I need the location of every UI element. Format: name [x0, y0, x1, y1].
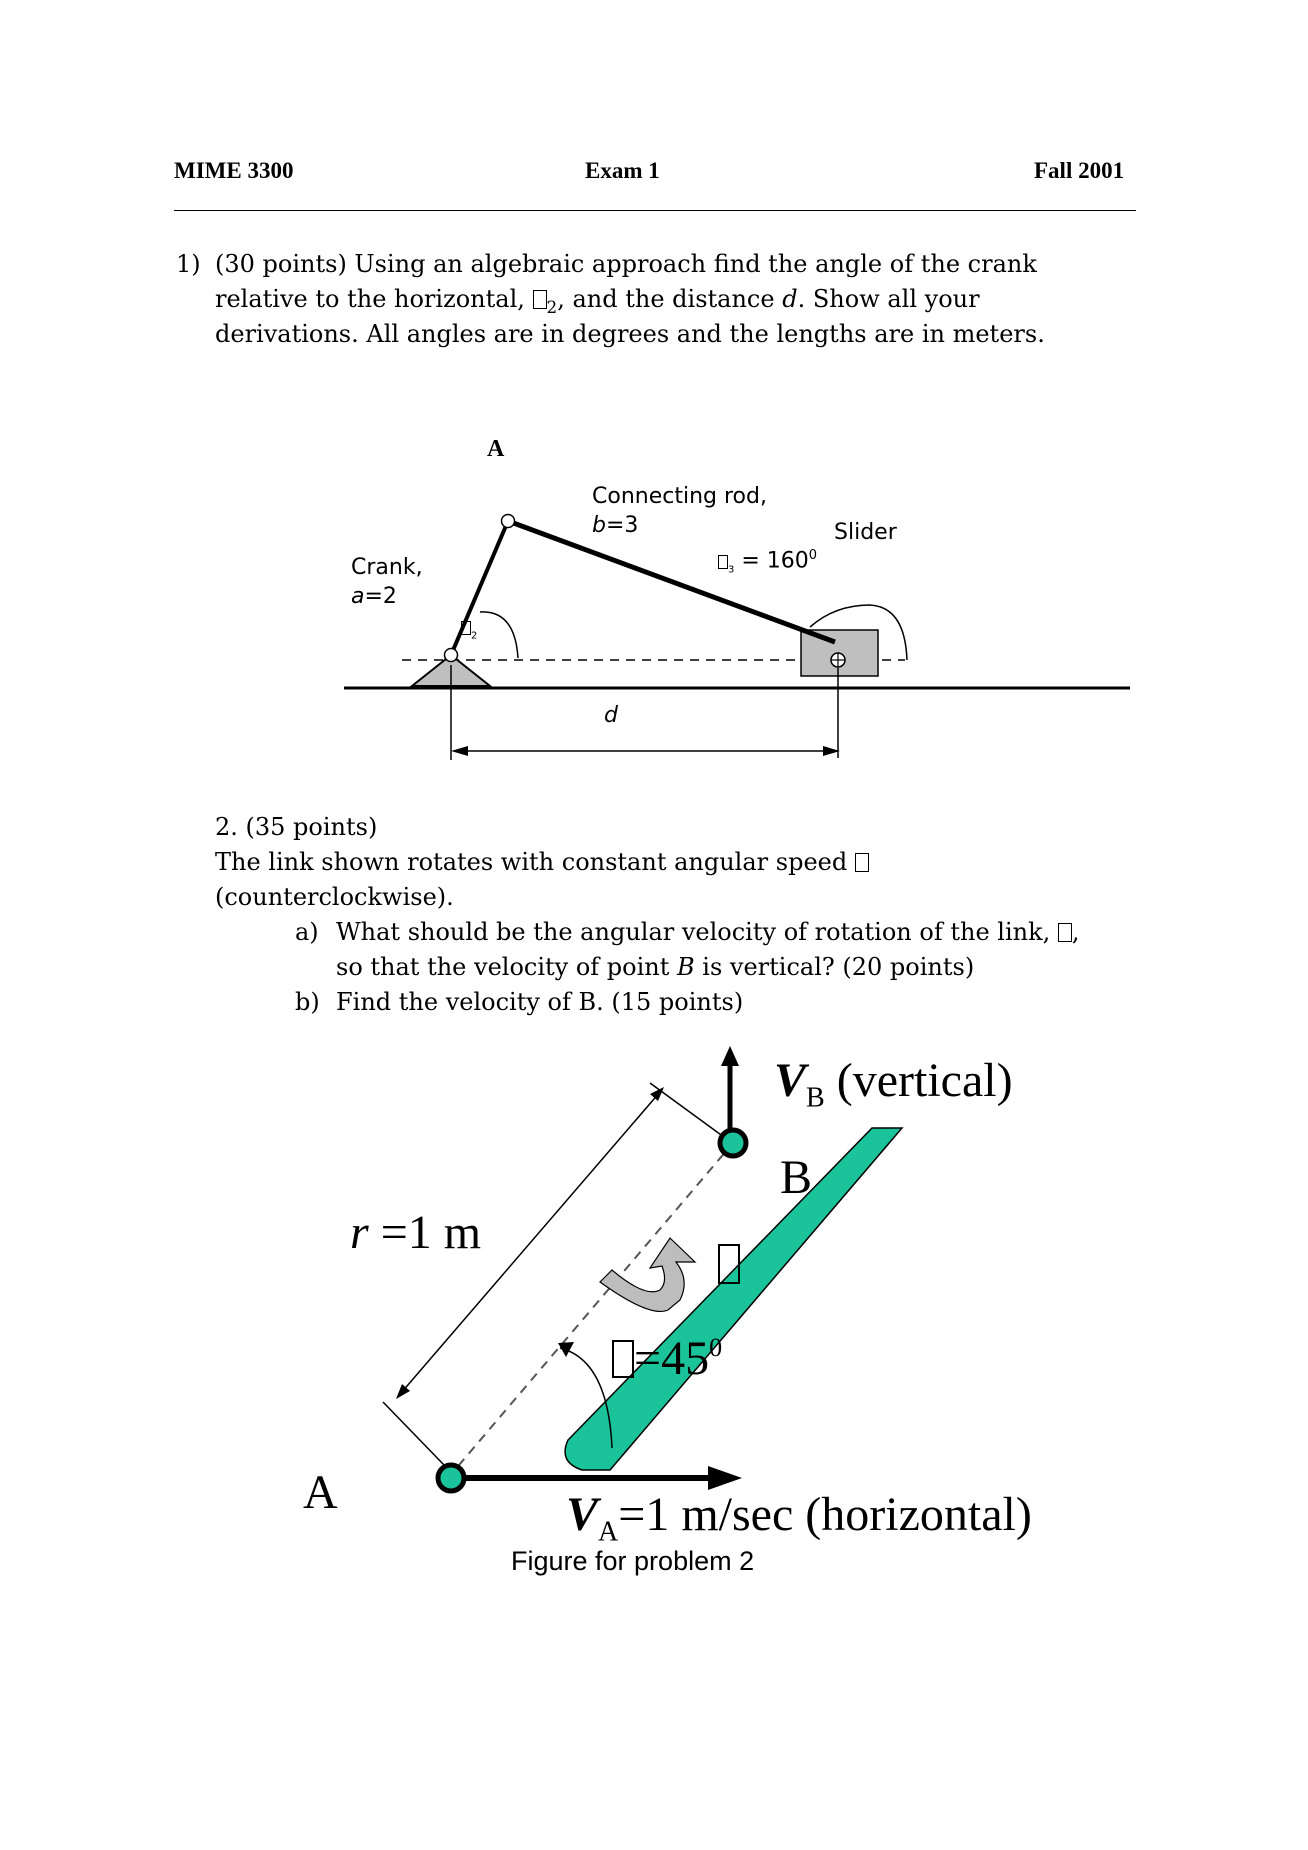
omega-arrow: [600, 1238, 695, 1311]
fig2-label-A: A: [303, 1466, 338, 1519]
fig2-theta-label: $=45^0$: [612, 1335, 722, 1383]
problem2-heading: 2. (35 points): [215, 813, 378, 841]
fig1-rod-length: b=3: [592, 513, 639, 538]
fig2-caption: Figure for problem 2: [511, 1546, 755, 1576]
problem2-a-line2: so that the velocity of point B is vertical? (20 points): [336, 953, 975, 981]
fig2-vb-label: $V_B$ (vertical): [774, 1054, 1013, 1114]
point-B-marker: [720, 1130, 746, 1156]
fig2-va-label: $V_A=1$ m/sec (horizontal): [566, 1488, 1032, 1548]
green-link: [565, 1128, 902, 1470]
problem2-line2: (counterclockwise).: [215, 883, 454, 911]
theta-glyph: [612, 1340, 634, 1378]
problem1-line2: relative to the horizontal, $_2$, and the distance d. Show all your: [215, 285, 980, 317]
fig1-theta2: 2: [461, 614, 477, 641]
problem2-a-line1: What should be the angular velocity of rotation of the link, ,: [336, 918, 1080, 946]
problem1-number: 1): [176, 250, 201, 278]
fig1-slider-label: Slider: [834, 520, 897, 545]
r-extension-bottom: [383, 1402, 445, 1466]
fig1-label-A: A: [487, 436, 505, 462]
vb-arrow-head: [721, 1046, 739, 1066]
fig1-theta3: $_3 = 160^0$: [718, 548, 817, 576]
omega-glyph: [718, 1244, 740, 1284]
header-term: Fall 2001: [1034, 158, 1125, 183]
fig1-crank-label: Crank,: [351, 555, 423, 580]
fig2-label-B: B: [780, 1151, 813, 1204]
fig1-crank-length: a=2: [351, 584, 397, 609]
problem1-line3: derivations. All angles are in degrees and the lengths are in meters.: [215, 320, 1045, 348]
fig1-d-label: d: [604, 703, 618, 728]
problem2-a-label: a): [295, 918, 319, 946]
header-exam: Exam 1: [585, 158, 660, 183]
header-course: MIME 3300: [174, 158, 294, 183]
problem2-line1: The link shown rotates with constant angular speed: [215, 845, 869, 880]
problem1-line1: (30 points) Using an algebraic approach find the angle of the crank: [215, 250, 1037, 278]
fig2-omega-label: [718, 1244, 740, 1287]
fig1-rod-label: Connecting rod,: [592, 484, 767, 509]
problem2-b-label: b): [295, 988, 320, 1016]
fig2-r-label: r =1 m: [350, 1206, 482, 1259]
point-A-marker: [438, 1465, 464, 1491]
problem2-b-line: Find the velocity of B. (15 points): [336, 988, 744, 1016]
